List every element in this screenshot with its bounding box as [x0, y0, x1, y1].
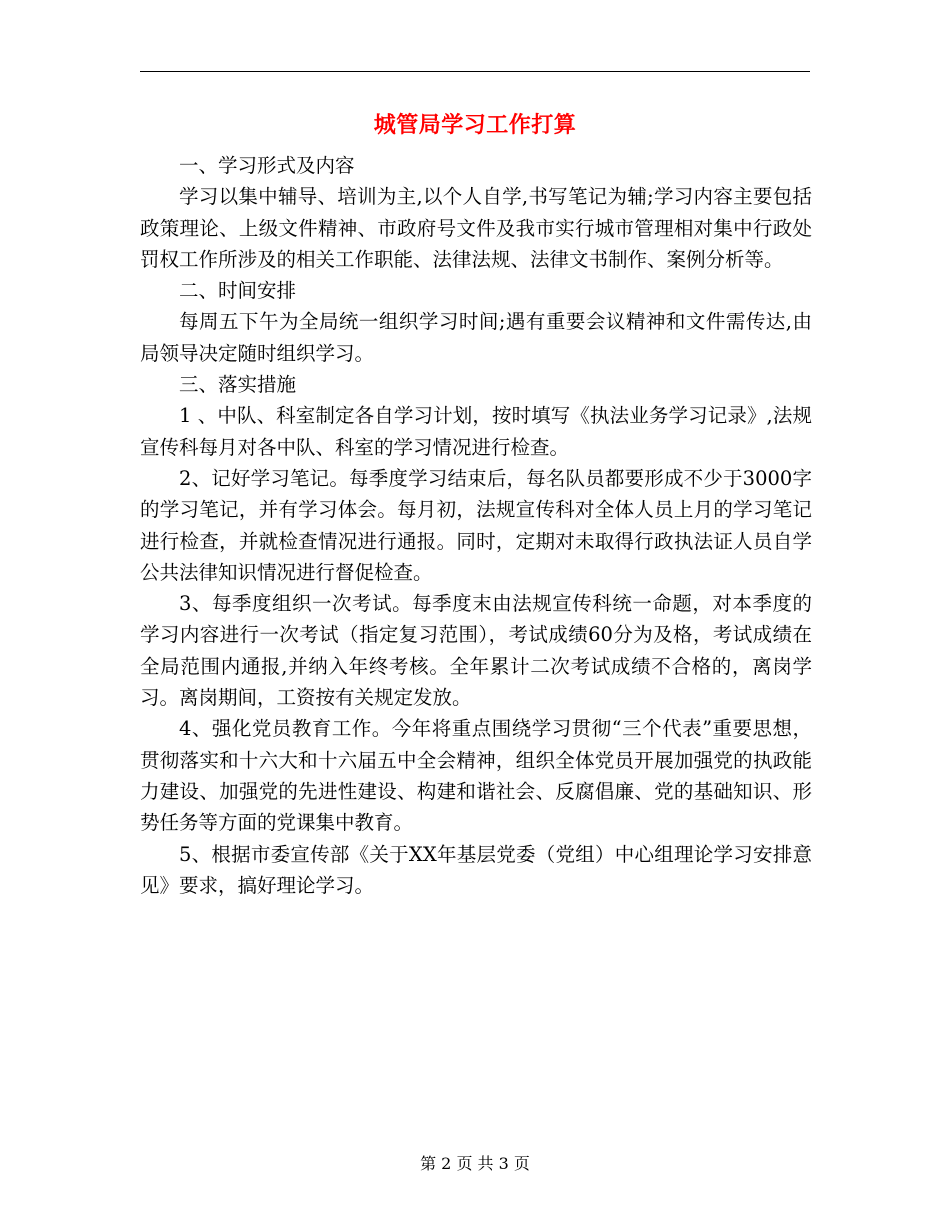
page-number: 第 2 页 共 3 页	[420, 1154, 530, 1173]
paragraph-measure-1: 1 、中队、科室制定各自学习计划，按时填写《执法业务学习记录》,法规宣传科每月对各中队、科室的学习情况进行检查。	[140, 404, 812, 459]
document-body	[140, 150, 812, 901]
paragraph-measure-4: 4、强化党员教育工作。今年将重点围绕学习贯彻“三个代表”重要思想，贯彻落实和十六大和十六届五中全会精神，组织全体党员开展加强党的执政能力建设、加强党的先进性建设、构建和谐社会、反腐倡廉、党的基础知识、形势任务等方面的党课集中教育。	[140, 717, 812, 835]
section-heading-3: 三、落实措施	[179, 373, 297, 397]
paragraph-measure-5: 5、根据市委宣传部《关于XX年基层党委（党组）中心组理论学习安排意见》要求，搞好理论学习。	[140, 842, 812, 897]
paragraph-study-content: 学习以集中辅导、培训为主,以个人自学,书写笔记为辅;学习内容主要包括政策理论、上级文件精神、市政府号文件及我市实行城市管理相对集中行政处罚权工作所涉及的相关工作职能、法律法规、法律文书制作、案例分析等。	[140, 185, 812, 271]
section-heading-2: 二、时间安排	[179, 279, 297, 303]
paragraph-measure-2: 2、记好学习笔记。每季度学习结束后，每名队员都要形成不少于3000字的学习笔记，并有学习体会。每月初，法规宣传科对全体人员上月的学习笔记进行检查，并就检查情况进行通报。同时，定期对未取得行政执法证人员自学公共法律知识情况进行督促检查。	[140, 466, 812, 584]
section-heading-1: 一、学习形式及内容	[179, 154, 355, 177]
document-title: 城管局学习工作打算	[373, 112, 577, 138]
paragraph-measure-3: 3、每季度组织一次考试。每季度末由法规宣传科统一命题，对本季度的学习内容进行一次考试（指定复习范围），考试成绩60分为及格，考试成绩在全局范围内通报,并纳入年终考核。全年累计二次考试成绩不合格的，离岗学习。离岗期间，工资按有关规定发放。	[140, 592, 812, 710]
paragraph-schedule: 每周五下午为全局统一组织学习时间;遇有重要会议精神和文件需传达,由局领导决定随时组织学习。	[140, 310, 812, 365]
header-rule	[140, 71, 810, 72]
